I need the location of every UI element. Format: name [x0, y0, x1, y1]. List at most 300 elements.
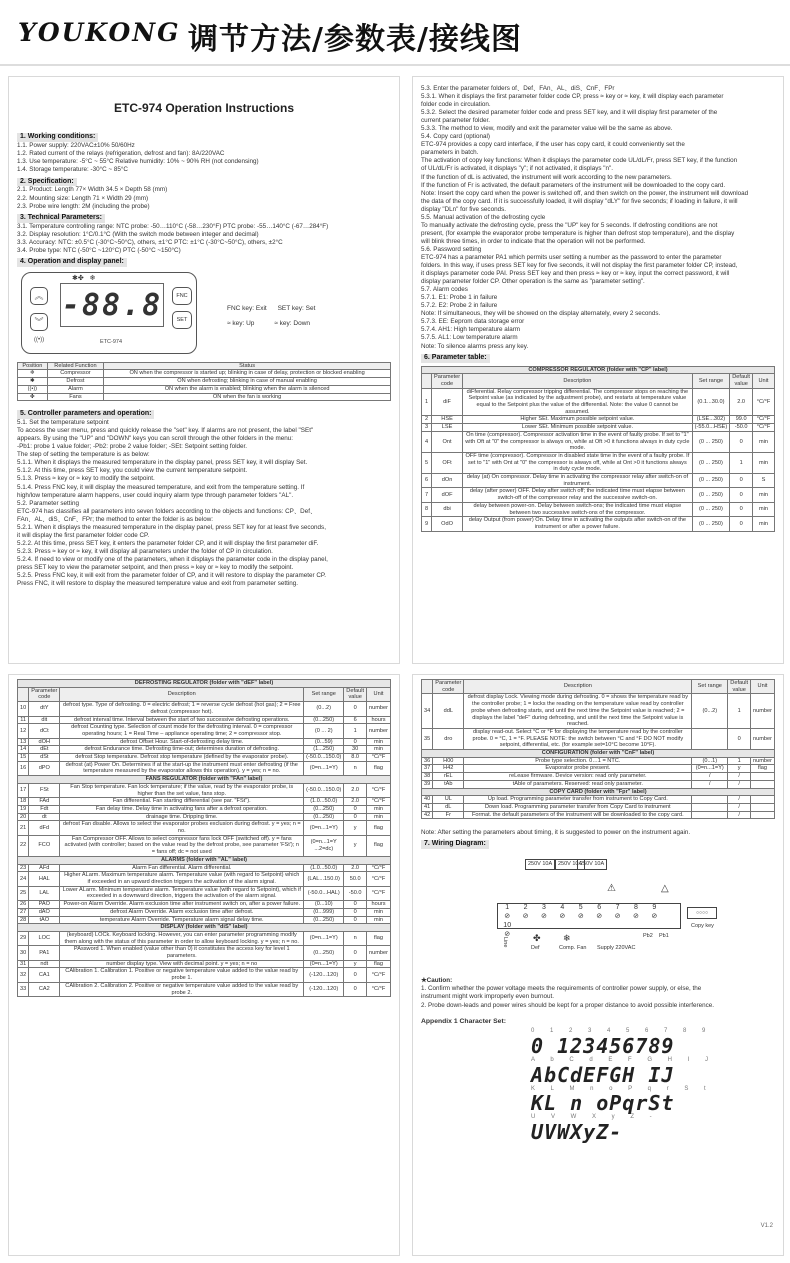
table-cell: flag: [367, 835, 391, 856]
working-conditions-list: [17, 142, 391, 174]
text-line: To manually activate the defrosting cycle, press the "UP" key for 5 seconds. If defrosting conditions are not: [421, 221, 718, 229]
text-line: 5.2.2. At this time, press SET key, it enters the parameter folder CP, and it will display the first parameter diF.: [17, 539, 319, 547]
table-cell: 2.0: [344, 783, 367, 797]
table-cell: 1: [344, 724, 367, 738]
table-group-row: [18, 776, 391, 784]
table-header-cell: Description: [464, 680, 692, 694]
table-row: [18, 821, 391, 835]
table-cell: LSE: [432, 424, 463, 432]
table-cell: defrost Counting type. Selection of count mode for the defrosting interval. 0 = compressor operating hours; 1 = Real Time – appliance operating time; 2 = compressor stop.: [60, 724, 304, 738]
table-cell: Evaporator probe present.: [464, 765, 692, 773]
text-line: 2.2. Mounting size: Length 71 × Width 29 (mm): [17, 194, 149, 202]
table-cell: Probe type selection. 0…1 = NTC.: [464, 757, 692, 765]
terminal-screw-icon: ⊘: [651, 913, 658, 921]
table-cell: diF: [432, 388, 463, 416]
table-header-cell: Description: [60, 687, 304, 701]
table-cell: /: [692, 773, 728, 781]
table-cell: 1: [728, 694, 751, 729]
table-cell: H42: [433, 765, 464, 773]
fnc-key-legend: FNC key: Exit: [227, 304, 267, 312]
table-cell: FSt: [29, 783, 60, 797]
terminal-screw-icon: ⊘: [632, 913, 639, 921]
terminal-number: 9 ⊘: [651, 904, 658, 921]
table-cell: defrost type. Type of defrosting. 0 = electric defrost; 1 = reverse cycle defrost (hot gas); 2 = Free defrost (compressor hot).: [60, 702, 304, 716]
table-row: [18, 864, 391, 872]
table-cell: y: [344, 835, 367, 856]
text-line: present, (for example the evaporator probe temperature is higher than defrost stop temperature), and the display: [421, 229, 735, 237]
status-cell: Fans: [47, 393, 103, 401]
table-cell: Lower ALarm. Minimum temperature alarm. Temperature value (with regard to Setpoint), which if exceeded in a downward direction, triggers the activation of the alarm signal.: [60, 886, 304, 900]
compressor-table: [421, 366, 775, 532]
down-key-legend: ≈ key: Down: [274, 319, 311, 327]
text-line: Note: Insert the copy card when the power is switched off, and then switch on the power, the instrument will download: [421, 189, 749, 197]
table-cell: /: [728, 803, 751, 811]
table-cell: (LSE...302): [692, 416, 730, 424]
text-line: appears. By using the "UP" and "DOWN" keys you can scroll through the other folders in the menu:: [17, 435, 293, 443]
text-line: 2.1. Product: Length 77× Width 34.5 × Depth 58 (mm): [17, 186, 168, 194]
status-symbol-icon: ((•)): [18, 385, 48, 393]
table-cell: 39: [422, 780, 433, 788]
table-cell: 7: [422, 488, 432, 502]
text-line: 1. Confirm whether the power voltage meets the requirements of controller power supply, or else, the: [421, 985, 702, 993]
table-cell: number: [751, 757, 775, 765]
table-cell: 0: [344, 982, 367, 996]
text-line: ETC-974 has classifies all parameters into seven folders according to the objects and functions: CP、Def、: [17, 507, 317, 515]
table-cell: HAL: [29, 872, 60, 886]
text-line: 1.2. Rated current of the relays (refrigeration, defrost and fan): 8A/220VAC: [17, 150, 225, 158]
text-line: 5.1.1. When it displays the measured temperature in the display panel, press SET key, it will display Set.: [17, 459, 308, 467]
table-cell: 0: [344, 968, 367, 982]
table-cell: tAb: [433, 780, 464, 788]
table-header-row: [18, 687, 391, 701]
table-row: [18, 872, 391, 886]
text-line: the data of the copy card. If it is successfully loaded, it will display "dLY" for five seconds; if loading in failure, it will: [421, 197, 738, 205]
copy-key-label: Copy key: [691, 923, 714, 930]
table-cell: (-50.0...150.0): [304, 783, 344, 797]
table-cell: dtY: [29, 702, 60, 716]
table-row: [422, 517, 775, 531]
table-cell: °C/°F: [367, 798, 391, 806]
table-row: [422, 502, 775, 516]
table-cell: 42: [422, 811, 433, 819]
table-cell: (0=n...1=Y): [304, 960, 344, 968]
table-cell: 0: [344, 813, 367, 821]
table-cell: 9: [422, 517, 432, 531]
charset-glyphs: 0 123456789: [531, 1033, 675, 1058]
table-header-cell: Set range: [692, 680, 728, 694]
table-group-row: [18, 924, 391, 932]
text-line: The step of setting the temperature is as below:: [17, 451, 150, 459]
status-cell: ON when the alarm is enabled; blinking when the alarm is silenced: [104, 385, 391, 393]
status-symbol-icon: ✱: [18, 378, 48, 386]
text-line: 5.7.4. AH1: High temperature alarm: [421, 326, 521, 334]
terminal-number: 10 ⊘: [503, 922, 512, 939]
table-cell: (0.1...30.0): [692, 388, 730, 416]
charset-label: 0 1 2 3 4 5 6 7 8 9: [531, 1028, 713, 1035]
text-line: Note: If simultaneous, they will be showed on the display alternately, every 2 seconds.: [421, 310, 661, 318]
table-cell: number: [751, 694, 775, 729]
status-cell: Compressor: [47, 370, 103, 378]
table-row: [18, 724, 391, 738]
table-cell: /: [728, 780, 751, 788]
table-cell: OFt: [432, 452, 463, 473]
table-header-cell: Default value: [730, 374, 753, 388]
caution-title: ★Caution:: [421, 977, 453, 985]
table-cell: (-50.0...150.0): [304, 754, 344, 762]
table-row: [18, 908, 391, 916]
table-cell: (0...250): [304, 916, 344, 924]
table-cell: 30: [18, 946, 29, 960]
table-group-row: [422, 750, 775, 758]
controller-panel-figure: [17, 272, 391, 358]
table-cell: delay (at) On compressor. Delay time in activating the compressor relay after switch-on of instrument.: [463, 474, 693, 488]
table-cell: °C/°F: [753, 416, 775, 424]
charset-label: K L M n o P q r S t: [531, 1085, 713, 1092]
status-header-cell: Related Function: [47, 362, 103, 370]
table-cell: (0 ... 2): [304, 724, 344, 738]
table-cell: 0: [730, 502, 753, 516]
table-cell: rEL: [433, 773, 464, 781]
table-cell: 41: [422, 803, 433, 811]
terminal-number: 1 ⊘: [504, 904, 511, 921]
table-cell: 0: [730, 474, 753, 488]
table-row: [18, 738, 391, 746]
section-operation-panel: 4. Operation and display panel:: [17, 258, 127, 267]
table-cell: 37: [422, 765, 433, 773]
table-cell: 36: [422, 757, 433, 765]
text-line: press SET key to view the parameter setpoint, and then press ≈ key or ≈ key to modify the setpoint.: [17, 564, 294, 571]
table-cell: (0...250): [304, 716, 344, 724]
terminal-screw-icon: ⊘: [614, 913, 621, 921]
table-cell: min: [753, 431, 775, 452]
text-line: Note: To silence alarms press any key.: [421, 342, 529, 350]
table-row: [422, 728, 775, 749]
table-cell: °C/°F: [753, 424, 775, 432]
text-line: 5.2.1. When it displays the measured temperature in the display panel, press SET key for at least five seconds,: [17, 523, 326, 531]
table-cell: number display type. View with decimal point. y = yes; n = no: [60, 960, 304, 968]
text-line: 5.4. Copy card (optional): [421, 133, 490, 141]
table-cell: dCt: [29, 724, 60, 738]
pb2-label: Pb2: [643, 933, 653, 940]
table-row: [18, 754, 391, 762]
table-cell: number: [367, 724, 391, 738]
text-line: 5.1.3. Press ≈ key or ≈ key to modify the setpoint.: [17, 475, 155, 483]
timing-note: Note: After setting the parameters about timing, it is suggested to power on the instrument again.: [421, 829, 691, 837]
parameter-table-final: [421, 679, 775, 819]
table-row: [18, 716, 391, 724]
table-row: [422, 765, 775, 773]
table-group-title: COPY CARD (folder with "Fpr" label): [422, 788, 775, 796]
table-cell: dOF: [432, 488, 463, 502]
table-cell: 0: [730, 488, 753, 502]
table-cell: min: [367, 908, 391, 916]
table-header-row: [422, 374, 775, 388]
table-group-title: DEFROSTING REGULATOR (folder with "dEF" label): [18, 680, 391, 688]
down-key-icon[interactable]: ︾: [30, 313, 48, 331]
table-cell: 14: [18, 746, 29, 754]
table-cell: Up load. Programming parameter transfer from instrument to Copy Card.: [464, 796, 692, 804]
table-row: [422, 431, 775, 452]
table-cell: 40: [422, 796, 433, 804]
status-row: [18, 378, 391, 386]
table-cell: 99.0: [730, 416, 753, 424]
table-cell: 0: [344, 946, 367, 960]
table-cell: (0=n...1=Y): [304, 761, 344, 775]
warning-icon: ⚠: [607, 883, 616, 895]
table-row: [18, 946, 391, 960]
table-cell: 38: [422, 773, 433, 781]
table-group-title: CONFIGURATION (folder with "CnF" label): [422, 750, 775, 758]
fnc-key[interactable]: FNC: [172, 287, 192, 305]
text-line: -Pb1: probe 1 value folder; -Pb2: probe 2 value folder; -SEt: Setpoint setting folder.: [17, 443, 247, 451]
table-cell: (-120...120): [304, 968, 344, 982]
table-cell: dOn: [432, 474, 463, 488]
table-header-cell: [18, 687, 29, 701]
table-cell: 2.0: [344, 798, 367, 806]
table-row: [422, 452, 775, 473]
table-cell: OdO: [432, 517, 463, 531]
terminal-screw-icon: ⊘: [596, 913, 603, 921]
table-cell: delay between power-on. Delay between switch-ons; the indicated time must elapse between two successive switch-ons of the compressor.: [463, 502, 693, 516]
terminal-screw-icon: ⊘: [577, 913, 584, 921]
table-cell: dPO: [29, 761, 60, 775]
table-cell: dit: [29, 716, 60, 724]
table-cell: 2: [422, 416, 432, 424]
table-row: [422, 694, 775, 729]
table-cell: Higher ALarm. Maximum temperature alarm. Temperature value (with regard to Setpoint) which if exceeded in an upward direction triggers the activation of the alarm signal.: [60, 872, 304, 886]
table-cell: (1.0...50.0): [304, 798, 344, 806]
table-cell: (0...250): [304, 813, 344, 821]
status-header-cell: Position: [18, 362, 48, 370]
table-header-cell: Set range: [304, 687, 344, 701]
status-row: [18, 385, 391, 393]
table-cell: 20: [18, 813, 29, 821]
table-cell: defrost interval time. Interval between the start of two successive defrosting operations.: [60, 716, 304, 724]
table-cell: dOH: [29, 738, 60, 746]
table-cell: Fan delay time. Delay time in activating fans after a defrost operation.: [60, 805, 304, 813]
table-cell: (0...2): [692, 694, 728, 729]
text-line: 5.2.5. Press FNC key, it will exit from the parameter folder of CP, and it will restore to display the parameter CP.: [17, 572, 327, 580]
table-header-cell: Unit: [367, 687, 391, 701]
table-cell: (0=n...1=Y): [304, 821, 344, 835]
table-row: [18, 702, 391, 716]
table-cell: min: [753, 452, 775, 473]
table-cell: 0: [344, 702, 367, 716]
table-header-cell: Parameter code: [29, 687, 60, 701]
table-cell: dbi: [432, 502, 463, 516]
table-group-title: COMPRESSOR REGULATOR (folder with "CP" label): [422, 366, 775, 374]
table-cell: [692, 796, 728, 804]
status-row: [18, 370, 391, 378]
character-set: [531, 1028, 775, 1143]
table-cell: flag: [367, 761, 391, 775]
caution-list: [421, 985, 775, 1009]
table-cell: 34: [422, 694, 433, 729]
table-cell: defrost display Lock. Viewing mode during defrosting. 0 = shows the temperature read by the controller probe; 1 = locks the reading on the temperature value read by controller probe when defrosting starts, and until the next time the Setpoint value is reached; 2 = displays the label "deF" during defrosting, and until the next time the Setpoint value is reached.: [464, 694, 692, 729]
table-cell: display read-out. Select °C or °F for displaying the temperature read by the controller probe. 0 = °C, 1 = °F. PLEASE NOTE: the switch between °C and °F DO NOT modify setpoint, differential, etc. (for example set=10°C become 10°F).: [464, 728, 692, 749]
manual-page-4: [412, 674, 784, 1256]
supply-label: Supply 220VAC: [597, 945, 636, 952]
table-cell: [751, 803, 775, 811]
fan-symbol-icon: ✤: [533, 933, 541, 944]
table-cell: min: [753, 502, 775, 516]
table-cell: (0...999): [304, 908, 344, 916]
table-header-cell: [422, 680, 433, 694]
table-cell: 24: [18, 872, 29, 886]
table-cell: 32: [18, 968, 29, 982]
status-cell: Alarm: [47, 385, 103, 393]
table-cell: 0: [344, 916, 367, 924]
table-cell: 4: [422, 431, 432, 452]
controller-parameters-text: [17, 419, 391, 588]
table-cell: 33: [18, 982, 29, 996]
status-symbol-icon: ❄: [18, 370, 48, 378]
table-cell: °C/°F: [367, 982, 391, 996]
header-banner: [0, 0, 790, 66]
table-cell: CAlibration 2. Calibration 2. Positive or negative temperature value added to the value read by probe 2.: [60, 982, 304, 996]
table-cell: 30: [344, 746, 367, 754]
up-key-legend: ≈ key: Up: [227, 319, 255, 327]
table-row: [422, 811, 775, 819]
table-cell: defrost Offset Hour. Start-of-defrosting delay time.: [60, 738, 304, 746]
text-line: 3.3. Accuracy: NTC: ±0.5°C (-30°C~50°C), others, ±1°C PTC: ±1°C (-30°C~50°C), others, ±2°C: [17, 238, 283, 246]
table-cell: dFd: [29, 821, 60, 835]
table-row: [18, 805, 391, 813]
table-cell: min: [753, 488, 775, 502]
text-line: 5.1.2. At this time, press SET key, you could view the current temperature setpoint.: [17, 467, 248, 475]
table-cell: Higher SEt. Maximum possible setpoint value.: [463, 416, 693, 424]
table-header-cell: Unit: [753, 374, 775, 388]
status-symbol-icon: ✤: [18, 393, 48, 401]
copy-key-port: ○○○○: [687, 907, 717, 919]
table-cell: °C/°F: [367, 968, 391, 982]
table-row: [18, 916, 391, 924]
table-cell: /: [692, 780, 728, 788]
section-technical-parameters: 3. Technical Parameters:: [17, 214, 105, 223]
table-cell: (0=n...1=Y ...2=dc): [304, 835, 344, 856]
table-cell: Fan differential. Fan starting differential (see par. "FSt").: [60, 798, 304, 806]
parameter-table-continued: [17, 679, 391, 997]
table-cell: 6: [422, 474, 432, 488]
table-cell: (-120...120): [304, 982, 344, 996]
table-cell: dt: [29, 813, 60, 821]
model-label: ETC-974: [100, 338, 123, 345]
table-cell: temperature Alarm Override. Temperature alarm signal delay time.: [60, 916, 304, 924]
table-cell: CAlibration 1. Calibration 1. Positive or negative temperature value added to the value read by probe 1.: [60, 968, 304, 982]
text-line: 5.7.1. E1: Probe 1 in failure: [421, 294, 498, 302]
set-key[interactable]: SET: [172, 311, 192, 329]
table-cell: 18: [18, 798, 29, 806]
status-cell: Defrost: [47, 378, 103, 386]
table-cell: PAO: [29, 901, 60, 909]
text-line: 5.2.3. Press ≈ key or ≈ key, it will display all parameters under the folder of CP in circulation.: [17, 547, 273, 555]
table-cell: Alarm Fan differential. Alarm differential.: [60, 864, 304, 872]
up-key-icon[interactable]: ︽: [30, 287, 48, 305]
table-cell: FAd: [29, 798, 60, 806]
table-cell: number: [367, 946, 391, 960]
table-cell: 0: [728, 728, 751, 749]
table-cell: 15: [18, 754, 29, 762]
table-cell: (0 ... 250): [692, 474, 730, 488]
table-group-row: [18, 680, 391, 688]
table-cell: 0: [344, 908, 367, 916]
text-line: parameters in batch.: [421, 149, 479, 157]
table-cell: PAssword 1. When enabled (value other than 0) it constitutes the access key for level 1 parameters.: [60, 946, 304, 960]
table-cell: 16: [18, 761, 29, 775]
table-group-row: [422, 788, 775, 796]
table-cell: °C/°F: [367, 872, 391, 886]
table-cell: 22: [18, 835, 29, 856]
pb1-label: Pb1: [659, 933, 669, 940]
table-cell: °C/°F: [367, 783, 391, 797]
status-header-cell: Status: [104, 362, 391, 370]
version-label: V1.2: [760, 1223, 773, 1230]
table-cell: [751, 796, 775, 804]
table-cell: 10: [18, 702, 29, 716]
table-cell: HSE: [432, 416, 463, 424]
table-header-cell: Parameter code: [432, 374, 463, 388]
table-header-cell: [422, 374, 432, 388]
table-cell: PA1: [29, 946, 60, 960]
table-row: [422, 773, 775, 781]
text-line: Press FNC, it will restore to display the measured temperature value and exit from parameter setting.: [17, 580, 299, 588]
text-line: high/low temperature alarm happens, user could inquiry alarm type through parameter folders "AL".: [17, 491, 294, 499]
table-cell: 28: [18, 916, 29, 924]
table-cell: min: [367, 916, 391, 924]
table-cell: defrost Fan disable. Allows to select the evaporator probes exclusion during defrost. y = yes; n = no.: [60, 821, 304, 835]
text-line: display "DLn" for five seconds.: [421, 205, 506, 213]
table-cell: 11: [18, 716, 29, 724]
table-cell: On time (compressor). Compressor activation time in the event of faulty probe. If set to "1" with Oft at "0" the compressor is always on, while at Oft >0 it functions always in duty cycle mode.: [463, 431, 693, 452]
wiring-diagram: [421, 853, 775, 973]
terminal-number: 4 ⊘: [559, 904, 566, 921]
text-line: 3.1. Temperature controlling range: NTC probe: -50…110°C (-58…230°F) PTC probe: -55…140°C (-67…284°F): [17, 222, 329, 230]
page-title: 调节方法/参数表/接线图: [188, 22, 522, 57]
text-line: 5.7.2. E2: Probe 2 in failure: [421, 302, 498, 310]
brand-logo: YOUKONG: [18, 18, 181, 47]
status-row: [18, 393, 391, 401]
text-line: 5.3.1. When it displays the first parameter folder code CP, press ≈ key or ≈ key, it will display each parameter: [421, 93, 724, 101]
text-line: 3.4. Probe type: NTC (-50°C ~120°C) PTC (-50°C ~150°C): [17, 246, 181, 254]
table-row: [18, 783, 391, 797]
text-line: To access the user menu, press and quickly release the "set" key. If alarms are not present, the label "SEt": [17, 427, 314, 435]
table-cell: (-50.0...HAL): [304, 886, 344, 900]
table-cell: (-55.0...HSE): [692, 424, 730, 432]
table-cell: (0...2): [304, 702, 344, 716]
text-line: will blink three times, in order to indicate that the operation will not be performed.: [421, 237, 646, 245]
table-cell: LAL: [29, 886, 60, 900]
table-cell: diFferential. Relay compressor tripping differential. The compressor stops on reaching the Setpoint value (as indicated by the adjustment probe), and restarts at temperature value equal to the Setpoint plus the value of the differential. Note: the value 0 cannot be assumed.: [463, 388, 693, 416]
charset-label: U V W X y Z -: [531, 1114, 659, 1121]
table-cell: defrost (at) Power On. Determines if at the start-up the instrument must enter defrosting (if the temperature measured by the evaporator allows this operation). y = yes; n = no.: [60, 761, 304, 775]
table-cell: 13: [18, 738, 29, 746]
table-cell: min: [367, 746, 391, 754]
table-cell: (0 ... 250): [692, 431, 730, 452]
table-cell: reLease firmware. Device version: read only parameter.: [464, 773, 692, 781]
status-cell: ON when defrosting; blinking in case of manual enabling: [104, 378, 391, 386]
terminal-screw-icon: ⊘: [559, 913, 566, 921]
text-line: display parameter folder CP. Other operation is the same as "parameter setting".: [421, 278, 645, 286]
key-legend: [227, 302, 315, 332]
table-row: [18, 960, 391, 968]
text-line: 5.3. Enter the parameter folders of、Def、FAn、AL、diS、CnF、FPr: [421, 85, 615, 92]
section-wiring: 7. Wiring Diagram:: [421, 840, 489, 849]
table-row: [422, 796, 775, 804]
controller-front: [21, 272, 197, 354]
terminal-number: 6 ⊘: [596, 904, 603, 921]
text-line: 1.3. Use temperature: -5°C ~ 55°C Relative humidity: 10% ~ 90% RH (not condensing): [17, 158, 259, 166]
table-cell: dAO: [29, 908, 60, 916]
